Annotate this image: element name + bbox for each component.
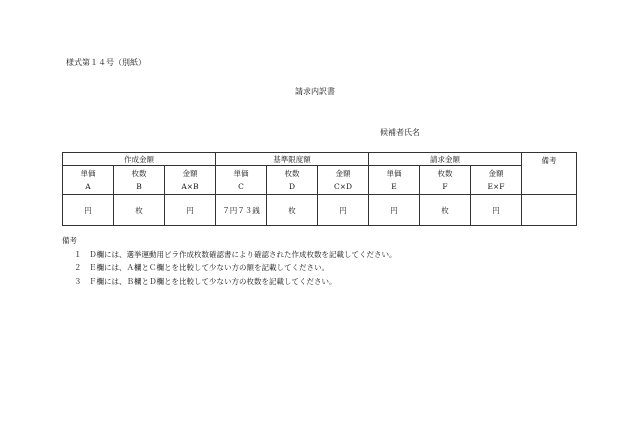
- value-cell-sheets[interactable]: 枚: [114, 195, 165, 226]
- column-header-cell: [63, 166, 114, 195]
- value-cell-yen[interactable]: 円: [369, 195, 420, 226]
- column-header-cell: [114, 166, 165, 195]
- value-cell-yen[interactable]: 円: [471, 195, 522, 226]
- column-code: E×F: [487, 182, 505, 191]
- value-cell-yen[interactable]: 円: [165, 195, 216, 226]
- note-item: ２ Ｅ欄には、Ａ欄とＣ欄とを比較して少ない方の額を記載してください。: [74, 263, 329, 272]
- column-code: D: [289, 182, 296, 191]
- value-cell-yen[interactable]: 円: [318, 195, 369, 226]
- column-header-cell: [369, 166, 420, 195]
- column-header-cell: [420, 166, 471, 195]
- standard-unit-price: ７円７３銭: [222, 205, 260, 215]
- column-label: 単価: [80, 169, 96, 178]
- column-code: C×D: [334, 182, 353, 191]
- group-header-row: [63, 153, 577, 166]
- column-label: 金額: [182, 169, 198, 178]
- column-header-cell: [318, 166, 369, 195]
- column-label: 金額: [335, 169, 351, 178]
- column-label: 単価: [233, 169, 249, 178]
- column-header-cell: [216, 166, 267, 195]
- column-code: B: [136, 182, 142, 191]
- form-number: 様式第１４号（別紙）: [66, 58, 146, 67]
- remarks-header-cell: 備考: [522, 153, 577, 195]
- value-cell-yen[interactable]: 円: [63, 195, 114, 226]
- column-code: F: [442, 182, 448, 191]
- column-label: 単価: [386, 169, 402, 178]
- column-code: C: [238, 182, 244, 191]
- column-header-cell: [267, 166, 318, 195]
- column-label: 枚数: [131, 169, 147, 178]
- value-cell-sheets[interactable]: 枚: [420, 195, 471, 226]
- notes-section: [62, 234, 397, 288]
- remarks-cell[interactable]: [522, 195, 577, 226]
- column-label: 枚数: [437, 169, 453, 178]
- column-code: E: [391, 182, 397, 191]
- group-header-cell: 基準限度額: [216, 153, 369, 166]
- value-cell-sheets[interactable]: 枚: [267, 195, 318, 226]
- group-header-cell: 作成金額: [63, 153, 216, 166]
- note-item: ３ Ｆ欄には、Ｂ欄とＤ欄とを比較して少ない方の枚数を記載してください。: [74, 276, 337, 286]
- value-row: [63, 195, 577, 226]
- note-item: １ Ｄ欄には、選挙運動用ビラ作成枚数確認書により確認された作成枚数を記載してください。: [74, 249, 397, 259]
- billing-breakdown-table: [62, 152, 577, 226]
- column-header-cell: [471, 166, 522, 195]
- group-header-cell: 請求金額: [369, 153, 522, 166]
- column-label: 金額: [488, 169, 504, 178]
- value-cell-rate: [216, 195, 267, 226]
- column-label: 枚数: [284, 169, 300, 178]
- column-code: A×B: [181, 182, 199, 191]
- column-header-cell: [165, 166, 216, 195]
- column-code: A: [85, 182, 91, 191]
- notes-heading: 備考: [62, 236, 77, 245]
- document-title: 請求内訳書: [295, 87, 335, 96]
- candidate-name-label: 候補者氏名: [380, 128, 420, 137]
- column-header-row: [63, 166, 577, 195]
